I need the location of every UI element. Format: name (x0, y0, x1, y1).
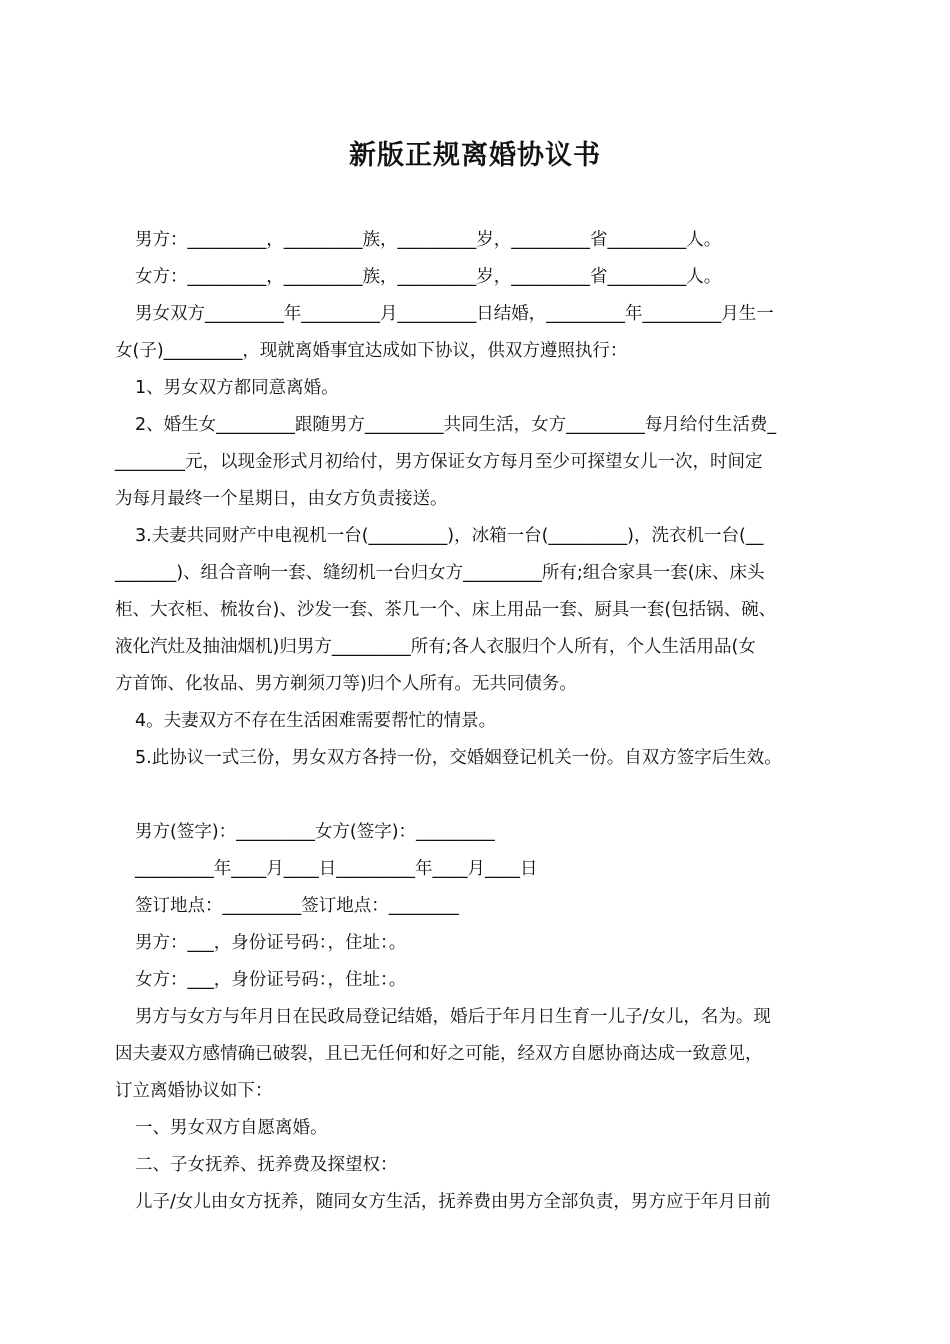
second-agreement-intro-line-3: 订立离婚协议如下： (115, 1081, 273, 1101)
clause-3-line-2: _______)、组合音响一套、缝纫机一台归女方_________所有;组合家具一套(床、床头 (115, 563, 765, 583)
signature-date-line: _________年____月____日_________年____月____日 (135, 859, 538, 879)
male-id-line: 男方：___，身份证号码：，住址：。 (135, 933, 407, 953)
document-body (115, 222, 840, 1221)
clause-5: 5.此协议一式三份，男女双方各持一份，交婚姻登记机关一份。自双方签字后生效。 (135, 748, 782, 768)
marriage-date-line: 男女双方_________年_________月_________日结婚，_________年_________月生一 (135, 304, 774, 324)
clause-2-line-2: ________元，以现金形式月初给付，男方保证女方每月至少可探望女儿一次，时间定 (115, 452, 763, 472)
clause-3-line-5: 方首饰、化妆品、男方剃须刀等)归个人所有。无共同债务。 (115, 674, 577, 694)
document-title: 新版正规离婚协议书 (349, 140, 601, 171)
clause-1: 1、男女双方都同意离婚。 (135, 378, 339, 398)
second-agreement-intro-line-1: 男方与女方与年月日在民政局登记结婚，婚后于年月日生育一儿子/女儿，名为。现 (135, 1007, 771, 1027)
clause-2-line-3: 为每月最终一个星期日，由女方负责接送。 (115, 489, 448, 509)
male-party-info: 男方：_________，_________族，_________岁，_________省_________人。 (135, 230, 722, 250)
clause-2-line-1: 2、婚生女_________跟随男方_________共同生活，女方_________每月给付生活费_ (135, 415, 777, 435)
child-custody-line: 儿子/女儿由女方抚养，随同女方生活，抚养费由男方全部负责，男方应于年月日前 (135, 1192, 771, 1212)
clause-3-line-4: 液化汽灶及抽油烟机)归男方_________所有;各人衣服归个人所有，个人生活用品(女 (115, 637, 756, 657)
section-two: 二、子女抚养、抚养费及探望权： (135, 1155, 398, 1175)
signature-line: 男方(签字)：_________女方(签字)：_________ (135, 822, 495, 842)
female-party-info: 女方：_________，_________族，_________岁，_________省_________人。 (135, 267, 722, 287)
clause-4: 4。夫妻双方不存在生活困难需要帮忙的情景。 (135, 711, 497, 731)
signing-place-line: 签订地点：_________签订地点：________ (135, 896, 459, 916)
agreement-intro-line: 女(子)_________，现就离婚事宜达成如下协议，供双方遵照执行： (115, 341, 628, 361)
clause-3-line-1: 3.夫妻共同财产中电视机一台(_________)，冰箱一台(_________)，洗衣机一台(__ (135, 526, 764, 546)
female-id-line: 女方：___，身份证号码：，住址：。 (135, 970, 407, 990)
clause-3-line-3: 柜、大衣柜、梳妆台)、沙发一套、茶几一个、床上用品一套、厨具一套(包括锅、碗、 (115, 600, 777, 620)
second-agreement-intro-line-2: 因夫妻双方感情确已破裂，且已无任何和好之可能，经双方自愿协商达成一致意见， (115, 1044, 763, 1064)
blank-line (115, 777, 840, 814)
section-one: 一、男女双方自愿离婚。 (135, 1118, 328, 1138)
